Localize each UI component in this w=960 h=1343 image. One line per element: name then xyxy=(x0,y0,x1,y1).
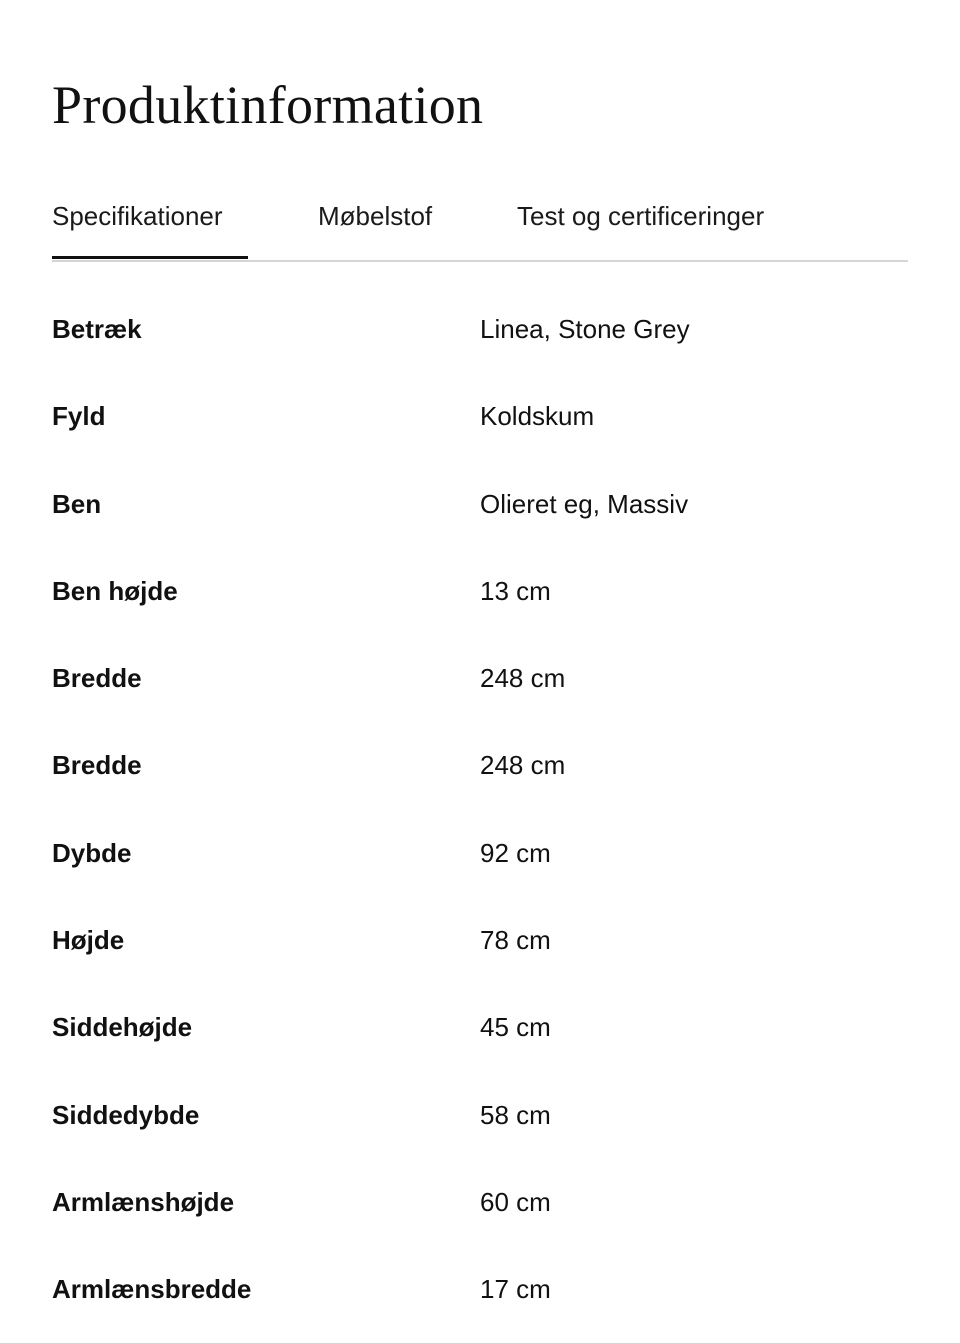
spec-label: Bredde xyxy=(52,750,142,781)
spec-label: Højde xyxy=(52,925,125,956)
spec-label: Betræk xyxy=(52,314,142,344)
spec-row xyxy=(52,460,908,547)
spec-row xyxy=(52,983,908,1070)
spec-value: Koldskum xyxy=(480,401,595,432)
spec-value: 92 cm xyxy=(480,837,551,868)
spec-label: Fyld xyxy=(52,401,106,432)
spec-value: Linea, Stone Grey xyxy=(480,314,690,344)
spec-value: 17 cm xyxy=(480,1274,551,1305)
spec-label: Armlænsbredde xyxy=(52,1274,252,1305)
spec-row xyxy=(52,547,908,634)
spec-row xyxy=(52,896,908,983)
spec-label: Armlænshøjde xyxy=(52,1186,235,1217)
spec-value: 58 cm xyxy=(480,1099,551,1130)
spec-value: 45 cm xyxy=(480,1012,551,1043)
spec-row xyxy=(52,1071,908,1158)
spec-row xyxy=(52,809,908,896)
spec-value: Olieret eg, Massiv xyxy=(480,488,689,519)
spec-list xyxy=(52,285,908,1333)
spec-label: Dybde xyxy=(52,837,132,868)
tab-test-og-certificeringer[interactable]: Test og certificeringer xyxy=(517,201,765,231)
tab-bar xyxy=(52,190,908,262)
spec-value: 13 cm xyxy=(480,575,551,606)
spec-row xyxy=(52,1245,908,1332)
spec-row xyxy=(52,634,908,721)
spec-value: 248 cm xyxy=(480,663,566,694)
spec-label: Ben xyxy=(52,488,102,519)
spec-label: Siddehøjde xyxy=(52,1012,193,1043)
spec-label: Ben højde xyxy=(52,575,178,606)
spec-row xyxy=(52,372,908,459)
spec-row xyxy=(52,721,908,808)
spec-row xyxy=(52,1158,908,1245)
spec-value: 60 cm xyxy=(480,1186,551,1217)
spec-row xyxy=(52,285,908,372)
page-title: Produktinformation xyxy=(52,75,484,135)
tab-mobelstof[interactable]: Møbelstof xyxy=(318,201,433,231)
spec-value: 78 cm xyxy=(480,925,551,956)
tab-specifikationer[interactable]: Specifikationer xyxy=(52,198,223,234)
spec-value: 248 cm xyxy=(480,750,566,781)
spec-label: Bredde xyxy=(52,663,142,694)
spec-label: Siddedybde xyxy=(52,1099,200,1130)
